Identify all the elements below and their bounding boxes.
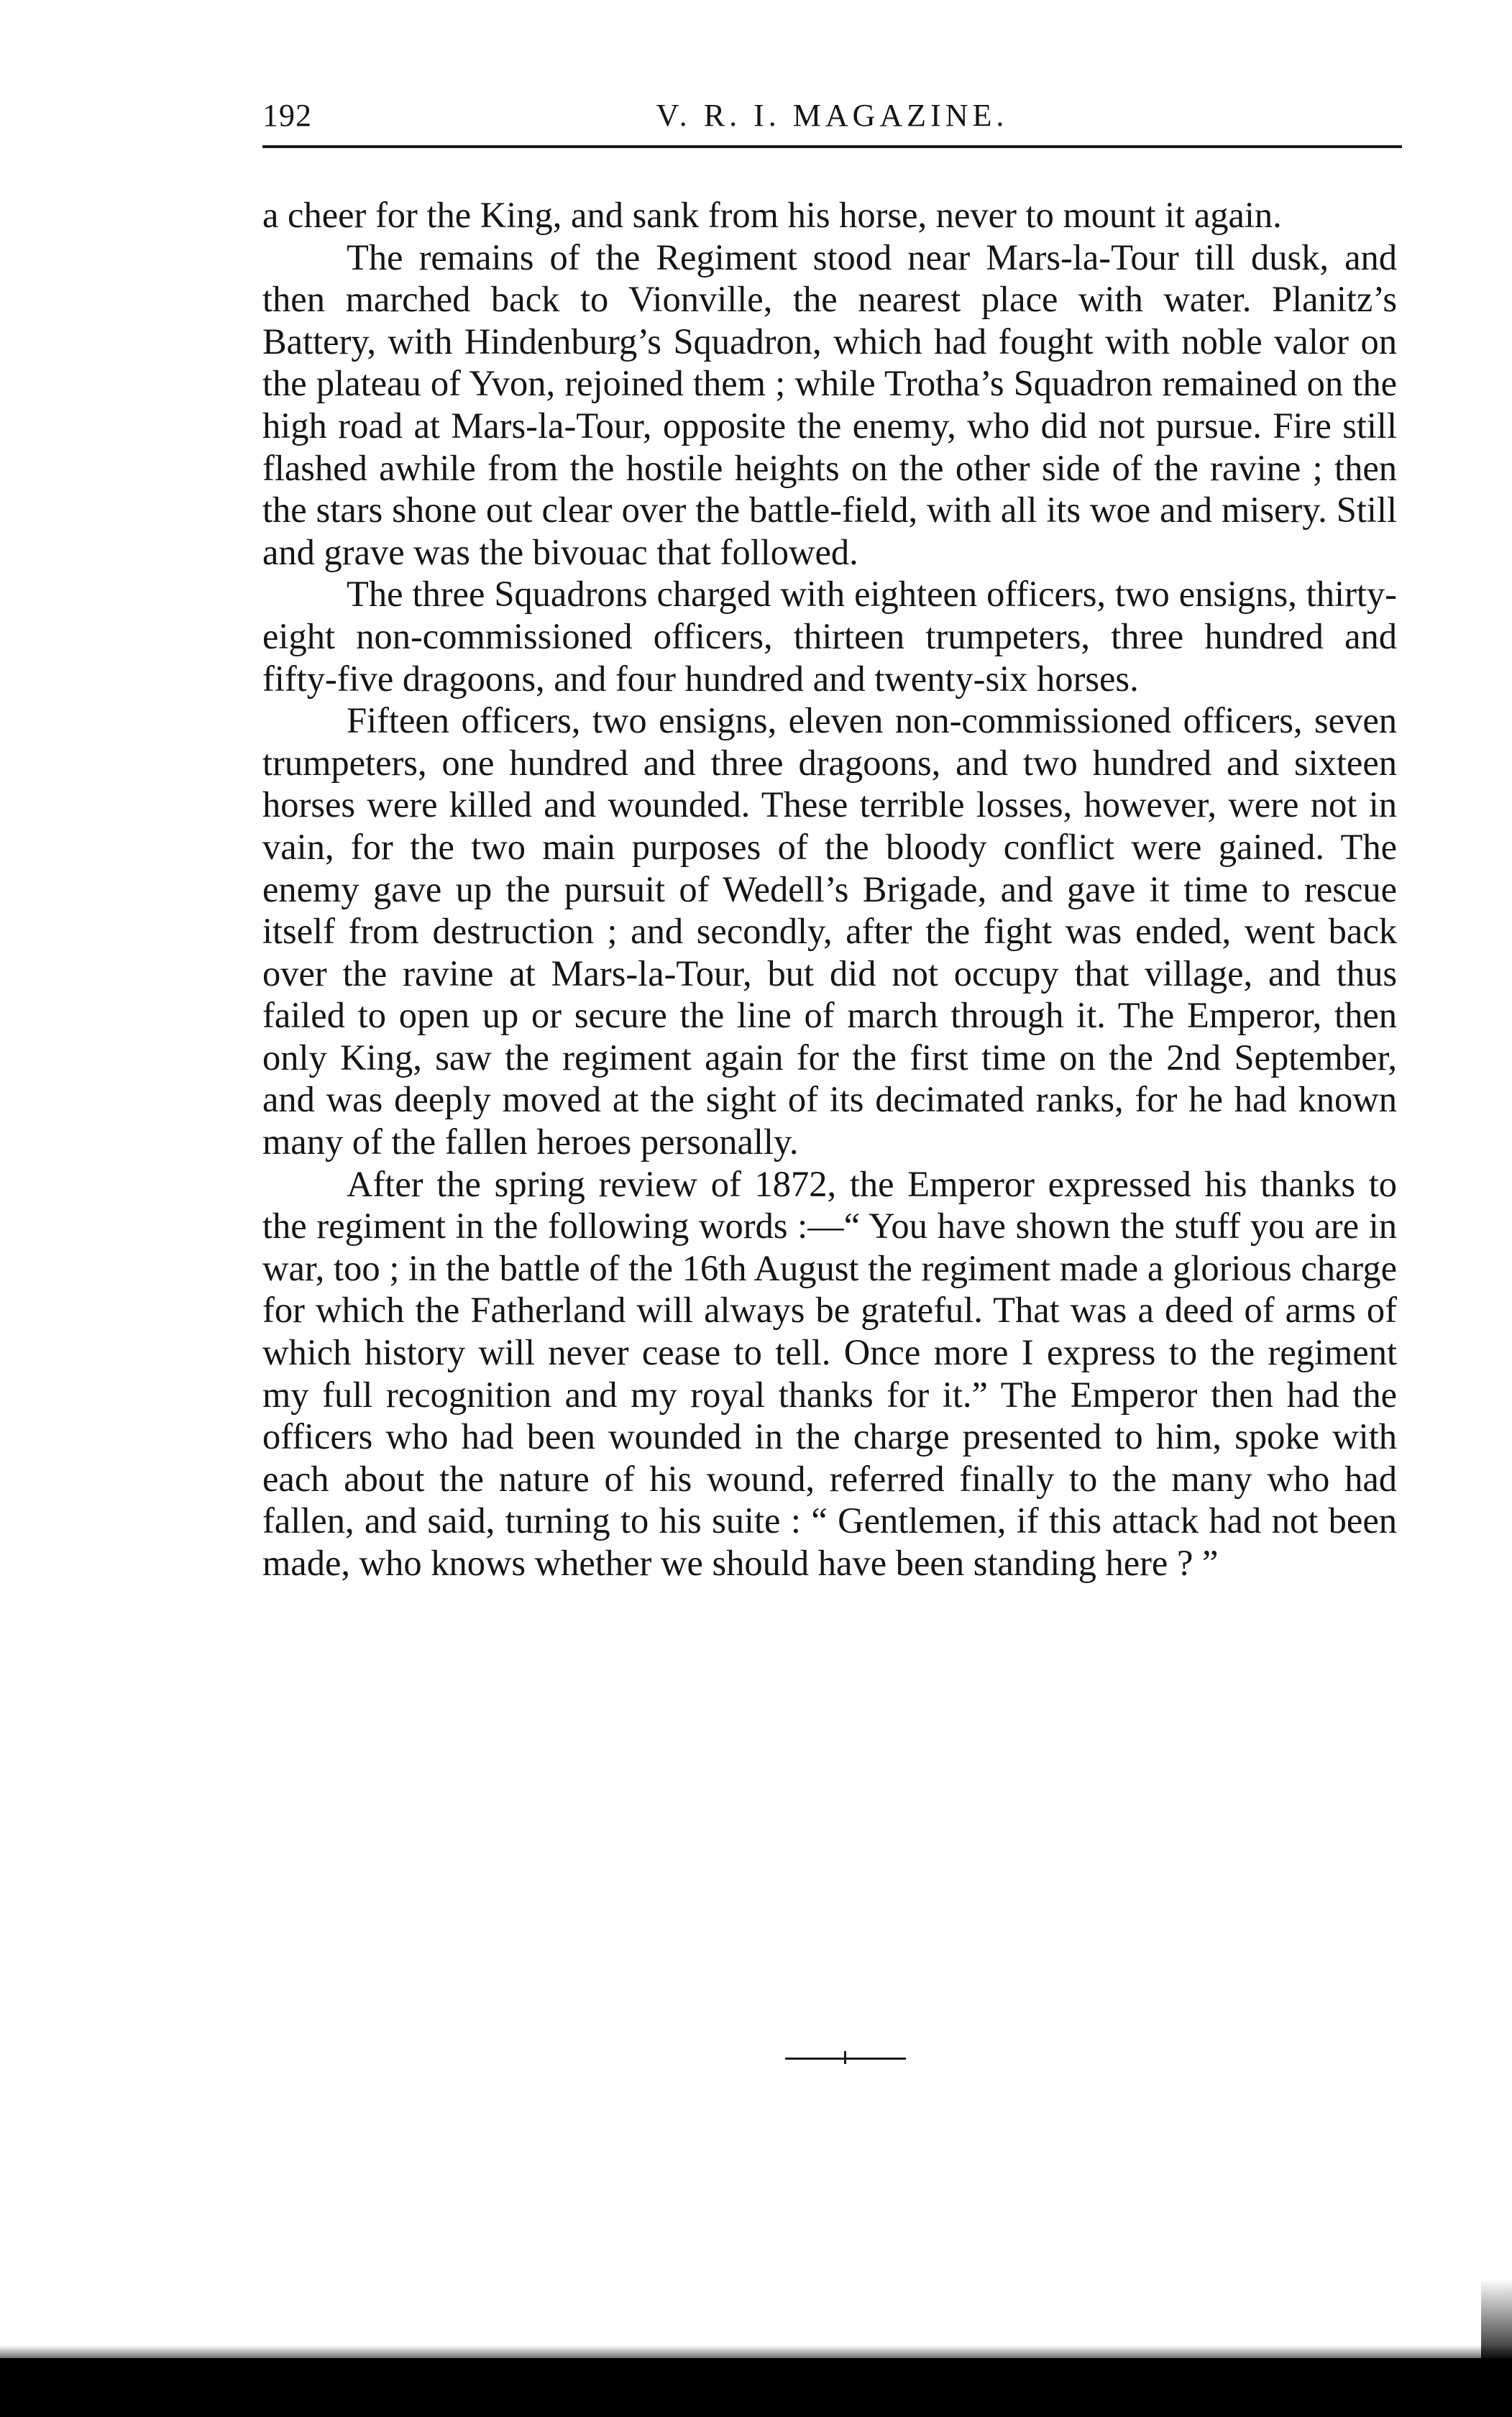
running-head [262, 90, 1402, 142]
scan-shadow-edge [0, 2345, 1512, 2358]
paragraph-squadron-strength: The three Squadrons charged with eighteen officers, two ensigns, thirty-eight non-commissioned officers, thirteen trumpeters, three hundred and fifty-five dragoons, and four hundred and twenty-six horses. [262, 574, 1397, 699]
article-body [262, 194, 1397, 1584]
paragraph-losses: Fifteen officers, two ensigns, eleven non-commissioned officers, seven trumpeters, one hundred and three dragoons, and two hundred and sixteen horses were killed and wounded. These terrible losses, however, were not in vain, for the two main purposes of the bloody conflict were gained. The enemy gave up the pursuit of Wedell’s Brigade, and gave it time to rescue itself from destruction ; and secondly, after the fight was ended, went back over the ravine at Mars-la-Tour, but did not occupy that village, and thus failed to open up or secure the line of march through it. The Emperor, then only King, saw the regiment again for the first time on the 2nd September, and was deeply moved at the sight of its decimated ranks, for he had known many of the fallen heroes personally. [262, 700, 1397, 1162]
magazine-title: V. R. I. MAGAZINE. [656, 98, 1009, 133]
scan-corner-shadow [1481, 2279, 1512, 2358]
page-number: 192 [262, 98, 312, 133]
paragraph-emperor-address: After the spring review of 1872, the Emperor expressed his thanks to the regiment in the following words :—“ You have shown the stuff you are in war, too ; in the battle of the 16th August the regiment made a glorious charge for which the Fatherland will always be grateful. That was a deed of arms of which history will never cease to tell. Once more I express to the regiment my full recognition and my royal thanks for it.” The Emperor then had the officers who had been wounded in the charge presented to him, spoke with each about the nature of his wound, referred finally to the many who had fallen, and said, turning to his suite : “ Gentlemen, if this attack had not been made, who knows whether we should have been standing here ? ” [262, 1163, 1397, 1583]
paragraph-bivouac: The remains of the Regiment stood near Mars-la-Tour till dusk, and then marched back to Vionville, the nearest place with water. Planitz’s Battery, with Hindenburg’s Squadron, which had fought with noble valor on the plateau of Yvon, rejoined them ; while Trotha’s Squadron remained on the high road at Mars-la-Tour, opposite the enemy, who did not pursue. Fire still flashed awhile from the hostile heights on the other side of the ravine ; then the stars shone out clear over the battle-field, with all its woe and misery. Still and grave was the bivouac that followed. [262, 237, 1397, 572]
paragraph-continued: a cheer for the King, and sank from his horse, never to mount it again. [262, 195, 1282, 235]
scan-bottom-border [0, 2358, 1512, 2417]
header-rule [262, 145, 1402, 148]
end-ornament-tick [844, 2051, 846, 2064]
